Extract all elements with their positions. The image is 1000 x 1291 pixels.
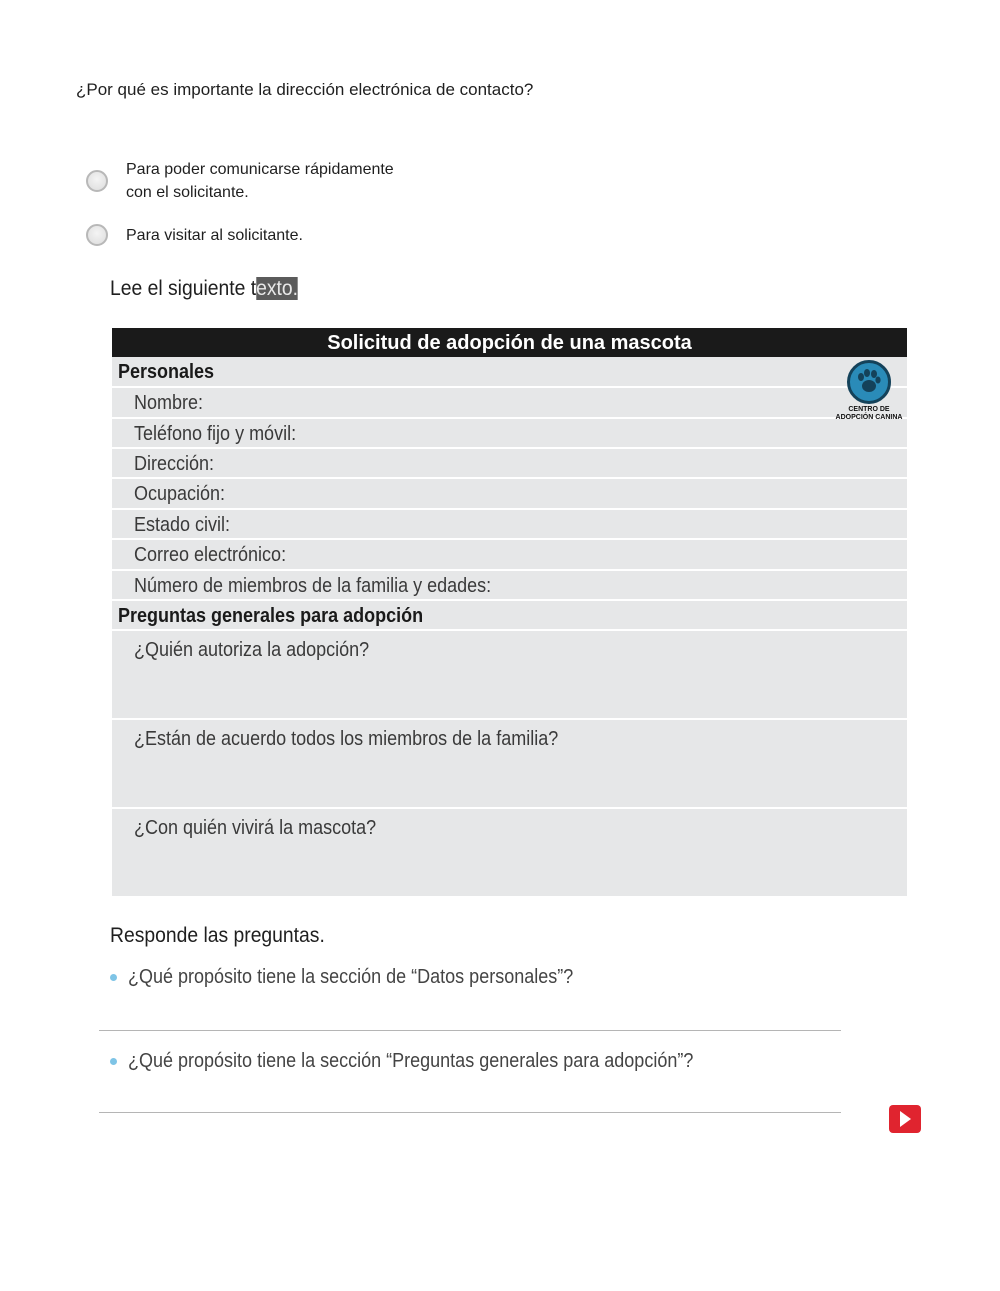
- question-convivencia: ¿Con quién vivirá la mascota?: [134, 817, 377, 839]
- adoption-form: [112, 328, 907, 896]
- field-telefono: Teléfono fijo y móvil:: [112, 419, 907, 449]
- bullet-icon: [110, 1058, 117, 1065]
- radio-button[interactable]: [86, 224, 108, 246]
- quiz-question: ¿Por qué es importante la dirección electrónica de contacto?: [76, 80, 534, 99]
- paw-icon: [847, 360, 891, 404]
- answer-line-1[interactable]: [99, 1030, 841, 1031]
- field-miembros: Número de miembros de la familia y edades:: [112, 571, 907, 601]
- answer-instruction: Responde las preguntas.: [110, 924, 325, 947]
- field-ocupacion: Ocupación:: [112, 479, 907, 510]
- open-question-1: ¿Qué propósito tiene la sección de “Datos personales”?: [110, 966, 623, 989]
- section-personal: Personales: [112, 357, 907, 388]
- answer-option-2[interactable]: [86, 224, 303, 247]
- logo-text: CENTRO DE ADOPCIÓN CANINA: [835, 406, 903, 421]
- bullet-icon: [110, 974, 117, 981]
- question-autoriza: ¿Quién autoriza la adopción?: [112, 631, 907, 720]
- field-nombre: Nombre:: [112, 388, 907, 419]
- option-label: Para poder comunicarse rápidamente con el solicitante.: [126, 161, 394, 201]
- section-general: Preguntas generales para adopción: [112, 601, 907, 631]
- field-estado-civil: Estado civil:: [112, 510, 907, 540]
- option-label: Para visitar al solicitante.: [126, 227, 303, 244]
- open-question-2: ¿Qué propósito tiene la sección “Preguntas generales para adopción”?: [110, 1050, 756, 1073]
- read-instruction: Lee el siguiente texto.: [110, 277, 298, 300]
- next-button[interactable]: [889, 1105, 921, 1133]
- form-title: Solicitud de adopción de una mascota: [112, 328, 907, 357]
- field-correo: Correo electrónico:: [112, 540, 907, 571]
- field-direccion: Dirección:: [112, 449, 907, 479]
- highlighted-text: exto.: [256, 277, 298, 300]
- answer-option-1[interactable]: [86, 158, 394, 204]
- question-acuerdo: ¿Están de acuerdo todos los miembros de la familia?: [112, 720, 907, 809]
- radio-button[interactable]: [86, 170, 108, 192]
- answer-line-2[interactable]: [99, 1112, 841, 1113]
- play-arrow-icon: [889, 1105, 921, 1133]
- adoption-center-logo: [832, 360, 906, 422]
